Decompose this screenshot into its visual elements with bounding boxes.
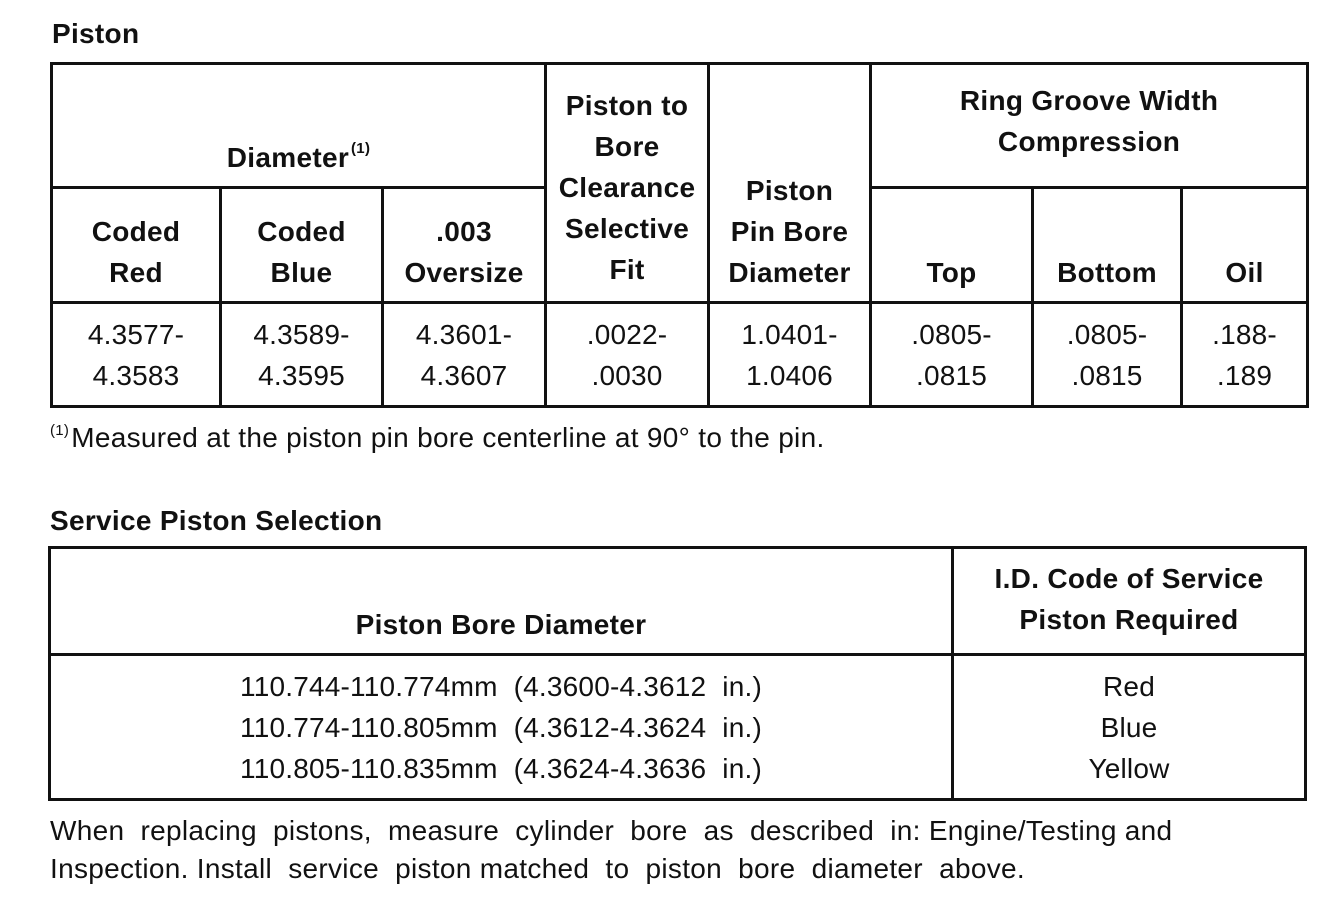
clearance-value: .0022- .0030 (546, 303, 709, 407)
service-instructions: When replacing pistons, measure cylinder bore as described in: Engine/Testing and Inspection. Install service piston matched to piston bore diameter above. (50, 815, 1173, 884)
oversize-header: .003 Oversize (383, 188, 546, 303)
coded-blue-value: 4.3589- 4.3595 (221, 303, 383, 407)
bottom-header: Bottom (1033, 188, 1182, 303)
table-row (50, 655, 1306, 800)
id-code-values: Red Blue Yellow (953, 655, 1306, 800)
piston-spec-table (50, 62, 1309, 408)
piston-footnote: $^{(1)}$Measured at the piston pin bore centerline at 90° to the pin. (50, 422, 825, 453)
id-code-header: I.D. Code of Service Piston Required (953, 548, 1306, 655)
oil-value: .188- .189 (1182, 303, 1308, 407)
service-piston-table (48, 546, 1307, 801)
coded-blue-header: Coded Blue (221, 188, 383, 303)
coded-red-value: 4.3577- 4.3583 (52, 303, 221, 407)
bottom-value: .0805- .0815 (1033, 303, 1182, 407)
coded-red-header: Coded Red (52, 188, 221, 303)
piston-section-title: Piston (52, 18, 140, 49)
oil-header: Oil (1182, 188, 1308, 303)
clearance-header: Piston to Bore Clearance Selective Fit (546, 64, 709, 303)
pin-bore-value: 1.0401- 1.0406 (709, 303, 871, 407)
ring-groove-header: Ring Groove Width Compression (871, 64, 1308, 188)
top-value: .0805- .0815 (871, 303, 1033, 407)
diameter-header: Diameter $^{(1)}$ (52, 64, 546, 188)
top-header: Top (871, 188, 1033, 303)
table-row (52, 303, 1308, 407)
oversize-value: 4.3601- 4.3607 (383, 303, 546, 407)
bore-diameter-header: Piston Bore Diameter (50, 548, 953, 655)
bore-diameter-values: 110.744-110.774mm (4.3600-4.3612 in.) 110.774-110.805mm (4.3612-4.3624 in.) 110.805-110.835mm (4.3624-4.3636 in.) (50, 655, 953, 800)
service-section-title: Service Piston Selection (50, 505, 383, 536)
pin-bore-header: Piston Pin Bore Diameter (709, 64, 871, 303)
